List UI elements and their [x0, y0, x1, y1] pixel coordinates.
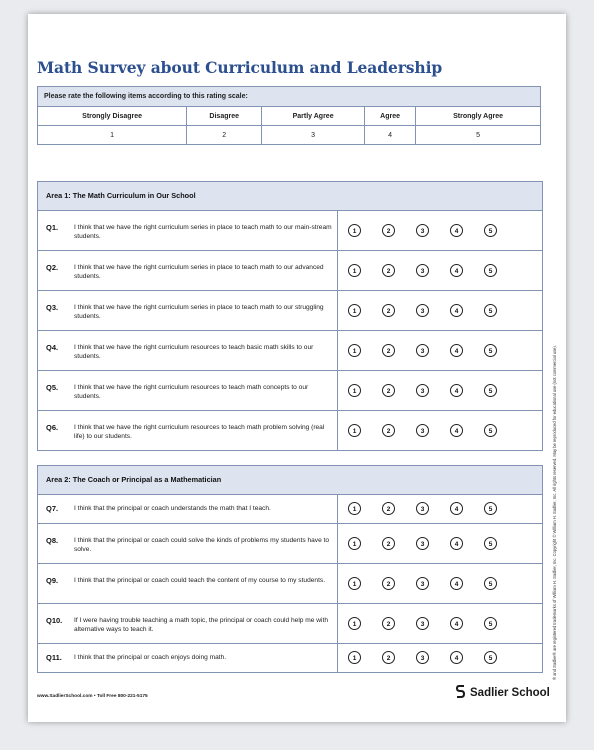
scale-label: Agree: [365, 107, 416, 126]
rating-option-circle[interactable]: 3: [416, 577, 429, 590]
question-row: [38, 251, 542, 291]
area-2-title: Area 2: The Coach or Principal as a Mathematician: [38, 466, 542, 495]
rating-options: [338, 291, 542, 330]
question-cell: [38, 564, 338, 603]
question-text: I think that we have the right curriculum resources to teach math problem solving (real life) to our students.: [74, 424, 325, 440]
scale-value: 2: [187, 126, 262, 145]
question-cell: [38, 604, 338, 643]
rating-option-circle[interactable]: 2: [382, 344, 395, 357]
scale-value: 4: [365, 126, 416, 145]
question-row: [38, 211, 542, 251]
sadlier-s-icon: [456, 685, 465, 698]
rating-options: [338, 564, 542, 603]
question-number: Q6.: [46, 423, 59, 432]
question-number: Q1.: [46, 223, 59, 232]
rating-option-circle[interactable]: 2: [382, 384, 395, 397]
rating-option-circle[interactable]: 5: [484, 502, 497, 515]
rating-option-circle[interactable]: 4: [450, 502, 463, 515]
scale-label: Partly Agree: [262, 107, 365, 126]
question-cell: [38, 644, 338, 672]
question-number: Q8.: [46, 536, 59, 545]
rating-option-circle[interactable]: 2: [382, 264, 395, 277]
scale-label: Disagree: [187, 107, 262, 126]
rating-option-circle[interactable]: 3: [416, 224, 429, 237]
area-1-questions: [38, 211, 542, 450]
rating-option-circle[interactable]: 1: [348, 304, 361, 317]
question-number: Q11.: [46, 653, 62, 662]
question-text: I think that the principal or coach understands the math that I teach.: [74, 505, 271, 512]
question-number: Q4.: [46, 343, 59, 352]
question-row: [38, 371, 542, 411]
rating-option-circle[interactable]: 4: [450, 424, 463, 437]
rating-option-circle[interactable]: 3: [416, 617, 429, 630]
rating-options: [338, 495, 542, 523]
rating-option-circle[interactable]: 1: [348, 651, 361, 664]
rating-option-circle[interactable]: 4: [450, 224, 463, 237]
logo-text: Sadlier School: [470, 687, 550, 699]
rating-options: [338, 251, 542, 290]
page-title: Math Survey about Curriculum and Leadership: [37, 58, 443, 77]
rating-option-circle[interactable]: 4: [450, 617, 463, 630]
rating-option-circle[interactable]: 5: [484, 577, 497, 590]
rating-option-circle[interactable]: 1: [348, 264, 361, 277]
rating-options: [338, 411, 542, 450]
rating-option-circle[interactable]: 5: [484, 304, 497, 317]
rating-option-circle[interactable]: 5: [484, 424, 497, 437]
question-text: I think that we have the right curriculum series in place to teach math to our struggling students.: [74, 304, 324, 320]
rating-option-circle[interactable]: 2: [382, 617, 395, 630]
question-cell: [38, 371, 338, 410]
question-cell: [38, 291, 338, 330]
question-text: I think that the principal or coach could teach the content of my course to my students.: [74, 577, 326, 584]
rating-option-circle[interactable]: 3: [416, 384, 429, 397]
question-cell: [38, 524, 338, 563]
rating-scale-header: Please rate the following items according to this rating scale:: [38, 87, 541, 107]
rating-option-circle[interactable]: 2: [382, 224, 395, 237]
rating-option-circle[interactable]: 3: [416, 537, 429, 550]
question-row: [38, 604, 542, 644]
question-text: I think that we have the right curriculum resources to teach math concepts to our students.: [74, 384, 309, 400]
question-row: [38, 564, 542, 604]
rating-option-circle[interactable]: 1: [348, 502, 361, 515]
question-cell: [38, 211, 338, 250]
question-number: Q7.: [46, 504, 59, 513]
rating-options: [338, 371, 542, 410]
rating-option-circle[interactable]: 1: [348, 224, 361, 237]
question-row: [38, 524, 542, 564]
rating-option-circle[interactable]: 2: [382, 651, 395, 664]
question-number: Q3.: [46, 303, 59, 312]
rating-option-circle[interactable]: 4: [450, 344, 463, 357]
question-row: [38, 331, 542, 371]
rating-option-circle[interactable]: 2: [382, 502, 395, 515]
rating-option-circle[interactable]: 5: [484, 344, 497, 357]
copyright-notice: ® and Sadlier® are registered trademarks of William H. Sadlier, Inc. Copyright © William H. Sadlier, Inc. All rights reserved. May be reproduced for educational use (not commercial use).: [552, 345, 557, 680]
question-number: Q10.: [46, 616, 63, 625]
rating-option-circle[interactable]: 2: [382, 577, 395, 590]
question-number: Q9.: [46, 576, 59, 585]
rating-option-circle[interactable]: 3: [416, 304, 429, 317]
question-text: I think that the principal or coach enjoys doing math.: [74, 654, 227, 661]
sadlier-logo: [456, 685, 550, 699]
rating-option-circle[interactable]: 1: [348, 384, 361, 397]
rating-options: [338, 604, 542, 643]
area-2-questions: [38, 495, 542, 672]
rating-option-circle[interactable]: 2: [382, 537, 395, 550]
rating-option-circle[interactable]: 5: [484, 264, 497, 277]
scale-value: 3: [262, 126, 365, 145]
rating-option-circle[interactable]: 3: [416, 264, 429, 277]
rating-option-circle[interactable]: 5: [484, 651, 497, 664]
rating-option-circle[interactable]: 1: [348, 617, 361, 630]
rating-option-circle[interactable]: 5: [484, 224, 497, 237]
rating-option-circle[interactable]: 3: [416, 424, 429, 437]
rating-option-circle[interactable]: 4: [450, 384, 463, 397]
rating-option-circle[interactable]: 1: [348, 577, 361, 590]
question-cell: [38, 495, 338, 523]
rating-option-circle[interactable]: 1: [348, 344, 361, 357]
question-text: I think that we have the right curriculum series in place to teach math to our main-stream students.: [74, 224, 332, 240]
rating-option-circle[interactable]: 1: [348, 537, 361, 550]
rating-option-circle[interactable]: 3: [416, 344, 429, 357]
rating-options: [338, 331, 542, 370]
question-text: I think that we have the right curriculum series in place to teach math to our advanced students.: [74, 264, 324, 280]
rating-option-circle[interactable]: 4: [450, 651, 463, 664]
rating-option-circle[interactable]: 2: [382, 304, 395, 317]
rating-option-circle[interactable]: 2: [382, 424, 395, 437]
question-text: I think that the principal or coach could solve the kinds of problems my students have to solve.: [74, 537, 330, 553]
question-number: Q2.: [46, 263, 59, 272]
rating-option-circle[interactable]: 5: [484, 617, 497, 630]
scale-label: Strongly Disagree: [38, 107, 187, 126]
question-text: I think that we have the right curriculum resources to teach basic math skills to our students.: [74, 344, 314, 360]
rating-options: [338, 524, 542, 563]
scale-value: 5: [416, 126, 541, 145]
rating-options: [338, 211, 542, 250]
question-cell: [38, 331, 338, 370]
rating-option-circle[interactable]: 4: [450, 537, 463, 550]
question-cell: [38, 411, 338, 450]
question-row: [38, 291, 542, 331]
area-1-section: [37, 181, 543, 451]
area-2-section: [37, 465, 543, 673]
question-number: Q5.: [46, 383, 59, 392]
rating-option-circle[interactable]: 3: [416, 651, 429, 664]
rating-option-circle[interactable]: 3: [416, 502, 429, 515]
rating-scale-table: [37, 86, 541, 145]
question-row: [38, 495, 542, 524]
rating-option-circle[interactable]: 4: [450, 304, 463, 317]
rating-option-circle[interactable]: 5: [484, 384, 497, 397]
rating-option-circle[interactable]: 4: [450, 264, 463, 277]
question-row: [38, 644, 542, 672]
question-text: If I were having trouble teaching a math topic, the principal or coach could help me with alternative ways to teach it.: [74, 617, 329, 633]
question-row: [38, 411, 542, 450]
rating-options: [338, 644, 542, 672]
rating-option-circle[interactable]: 4: [450, 577, 463, 590]
rating-option-circle[interactable]: 5: [484, 537, 497, 550]
scale-value: 1: [38, 126, 187, 145]
scale-label: Strongly Agree: [416, 107, 541, 126]
area-1-title: Area 1: The Math Curriculum in Our School: [38, 182, 542, 211]
footer-contact: www.SadlierSchool.com • Toll Free 800-221-5175: [37, 694, 148, 699]
rating-option-circle[interactable]: 1: [348, 424, 361, 437]
question-cell: [38, 251, 338, 290]
